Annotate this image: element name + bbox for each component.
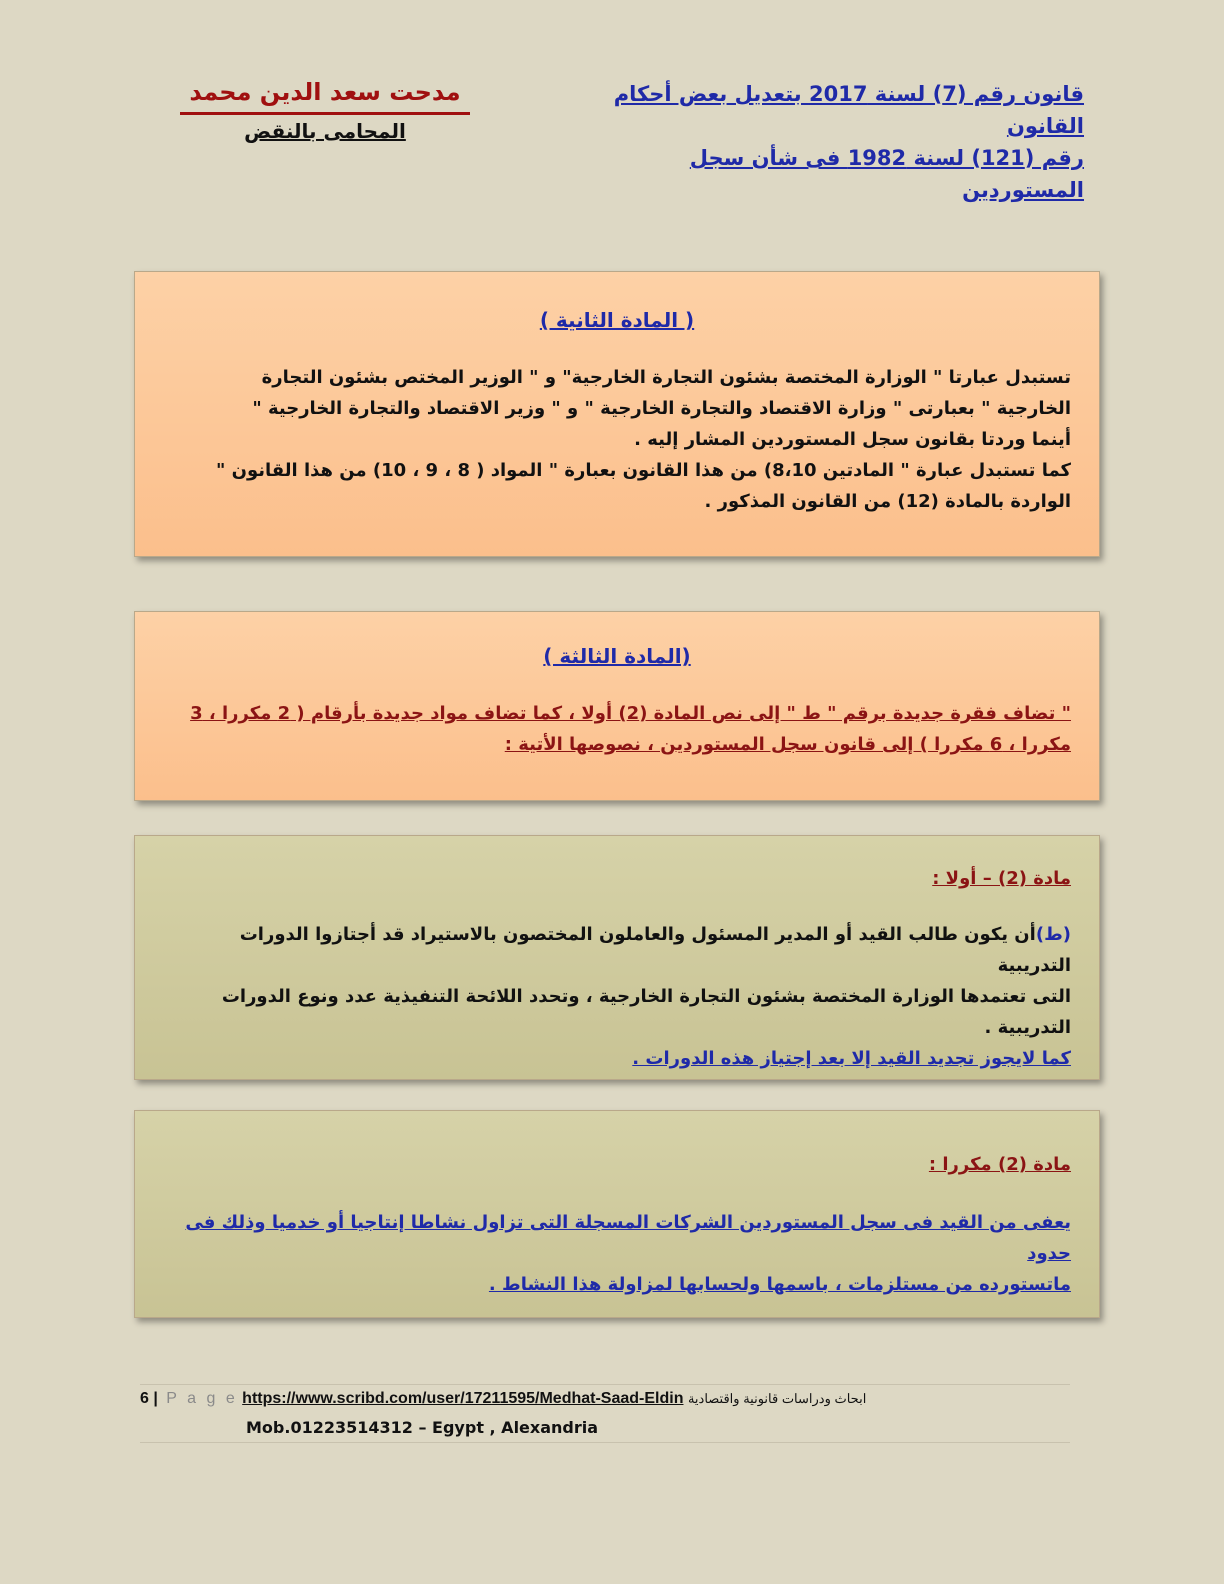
article-2-title: ( المادة الثانية ) (539, 308, 695, 332)
article-2-first-line: التدريبية . (984, 1017, 1071, 1038)
article-2-first-line: التى تعتمدها الوزارة المختصة بشئون التجارة الخارجية ، وتحدد اللائحة التنفيذية عدد ونوع الدورات (221, 986, 1071, 1007)
page-word: P a g e (166, 1390, 238, 1407)
article-2-bis-line: يعفى من القيد فى سجل المستوردين الشركات المسجلة التى تزاول نشاطا إنتاجيا أو خدميا وذلك فى حدود (185, 1212, 1071, 1264)
article-2-first-title: مادة (2) – أولا : (932, 868, 1071, 889)
article-2-first-line (163, 919, 1071, 981)
article-3-box (134, 611, 1100, 801)
law-title (564, 78, 1084, 206)
article-3-title: (المادة الثالثة ) (543, 644, 691, 668)
page-footer (140, 1390, 1070, 1408)
article-2-line: كما تستبدل عبارة " المادتين 8،10) من هذا القانون بعبارة " المواد ( 8 ، 9 ، 10) من هذا القانون " (215, 460, 1071, 481)
profile-link[interactable]: https://www.scribd.com/user/17211595/Medhat-Saad-Eldin (242, 1390, 684, 1407)
article-2-first-box (134, 835, 1100, 1080)
footer-divider-bottom (140, 1442, 1070, 1443)
article-2-line: أينما وردتا بقانون سجل المستوردين المشار إليه . (634, 429, 1071, 450)
footer-divider-top (140, 1384, 1070, 1385)
article-3-line: مكررا ، 6 مكررا ) إلى قانون سجل المستوردين ، نصوصها الأتية : (504, 734, 1071, 755)
clause-text: أن يكون طالب القيد أو المدير المسئول والعاملون المختصون بالاستيراد قد أجتازوا الدورات التدريبية (239, 924, 1071, 976)
article-2-line: تستبدل عبارتا " الوزارة المختصة بشئون التجارة الخارجية" و " الوزير المختص بشئون التجارة (261, 367, 1071, 388)
page-separator: | (153, 1390, 158, 1407)
article-2-first-note: كما لايجوز تجديد القيد إلا بعد إجتياز هذه الدورات . (632, 1048, 1071, 1069)
article-3-line: " تضاف فقرة جديدة برقم " ط " إلى نص المادة (2) أولا ، كما تضاف مواد جديدة بأرقام ( 2 مكررا ، 3 (190, 703, 1071, 724)
article-2-bis-title: مادة (2) مكررا : (928, 1154, 1071, 1175)
article-2-line: الخارجية " بعبارتى " وزارة الاقتصاد والتجارة الخارجية " و " وزير الاقتصاد والتجارة الخارجية " (252, 398, 1071, 419)
clause-letter: (ط) (1035, 924, 1071, 945)
page-number: 6 (140, 1390, 149, 1407)
article-2-line: الواردة بالمادة (12) من القانون المذكور . (704, 491, 1071, 512)
series-title: ابحاث ودراسات قانونية واقتصادية (687, 1391, 867, 1406)
article-2-bis-box (134, 1110, 1100, 1318)
author-block (180, 74, 470, 147)
article-2-box (134, 271, 1100, 557)
law-title-line1: قانون رقم (7) لسنة 2017 بتعديل بعض أحكام القانون (613, 82, 1084, 138)
article-2-bis-line: ماتستورده من مستلزمات ، باسمها ولحسابها لمزاولة هذا النشاط . (488, 1274, 1071, 1295)
author-name: مدحت سعد الدين محمد (180, 74, 470, 115)
mobile-contact: Mob.01223514312 – Egypt , Alexandria (246, 1418, 599, 1437)
law-title-line2: رقم (121) لسنة 1982 فى شأن سجل المستوردين (689, 146, 1084, 202)
author-role: المحامى بالنقض (244, 119, 406, 143)
